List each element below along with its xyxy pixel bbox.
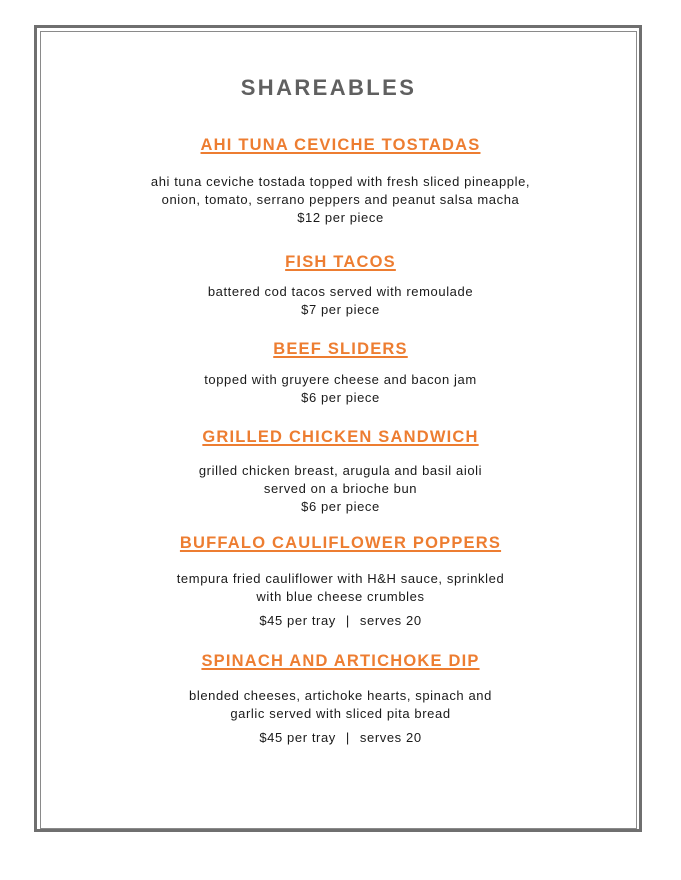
desc-line: with blue cheese crumbles (256, 589, 425, 604)
item-name-buffalo-cauliflower: BUFFALO CAULIFLOWER POPPERS (179, 534, 502, 552)
desc-line: onion, tomato, serrano peppers and peanut salsa macha (161, 192, 520, 207)
desc-line: blended cheeses, artichoke hearts, spinach and (189, 688, 492, 703)
item-serves: serves 20 (359, 730, 422, 745)
item-desc-buffalo-cauliflower (40, 570, 641, 630)
item-desc-beef-sliders (40, 371, 641, 407)
item-price: $12 per piece (297, 210, 384, 225)
item-price: $45 per tray (259, 730, 336, 745)
item-price-row (40, 612, 641, 630)
price-separator: | (345, 730, 350, 745)
item-name-spinach-dip: SPINACH AND ARTICHOKE DIP (201, 652, 480, 670)
desc-line: served on a brioche bun (263, 481, 418, 496)
desc-line: battered cod tacos served with remoulade (207, 284, 474, 299)
item-price: $7 per piece (301, 302, 380, 317)
item-name-grilled-chicken: GRILLED CHICKEN SANDWICH (202, 428, 479, 446)
desc-line: garlic served with sliced pita bread (230, 706, 451, 721)
item-price-row (40, 729, 641, 747)
desc-line: grilled chicken breast, arugula and basil aioli (198, 463, 483, 478)
item-desc-ahi-tuna (40, 173, 641, 227)
item-desc-grilled-chicken (40, 462, 641, 516)
price-separator: | (345, 613, 350, 628)
desc-line: ahi tuna ceviche tostada topped with fresh sliced pineapple, (150, 174, 531, 189)
desc-line: topped with gruyere cheese and bacon jam (204, 372, 477, 387)
page-title: SHAREABLES (240, 75, 417, 100)
item-serves: serves 20 (359, 613, 422, 628)
item-price: $6 per piece (301, 390, 380, 405)
item-desc-spinach-dip (40, 687, 641, 747)
item-name-beef-sliders: BEEF SLIDERS (273, 340, 408, 358)
item-price: $6 per piece (301, 499, 380, 514)
item-desc-fish-tacos (40, 283, 641, 319)
item-name-fish-tacos: FISH TACOS (285, 253, 396, 271)
item-price: $45 per tray (259, 613, 336, 628)
desc-line: tempura fried cauliflower with H&H sauce, sprinkled (176, 571, 505, 586)
item-name-ahi-tuna: AHI TUNA CEVICHE TOSTADAS (200, 136, 481, 154)
